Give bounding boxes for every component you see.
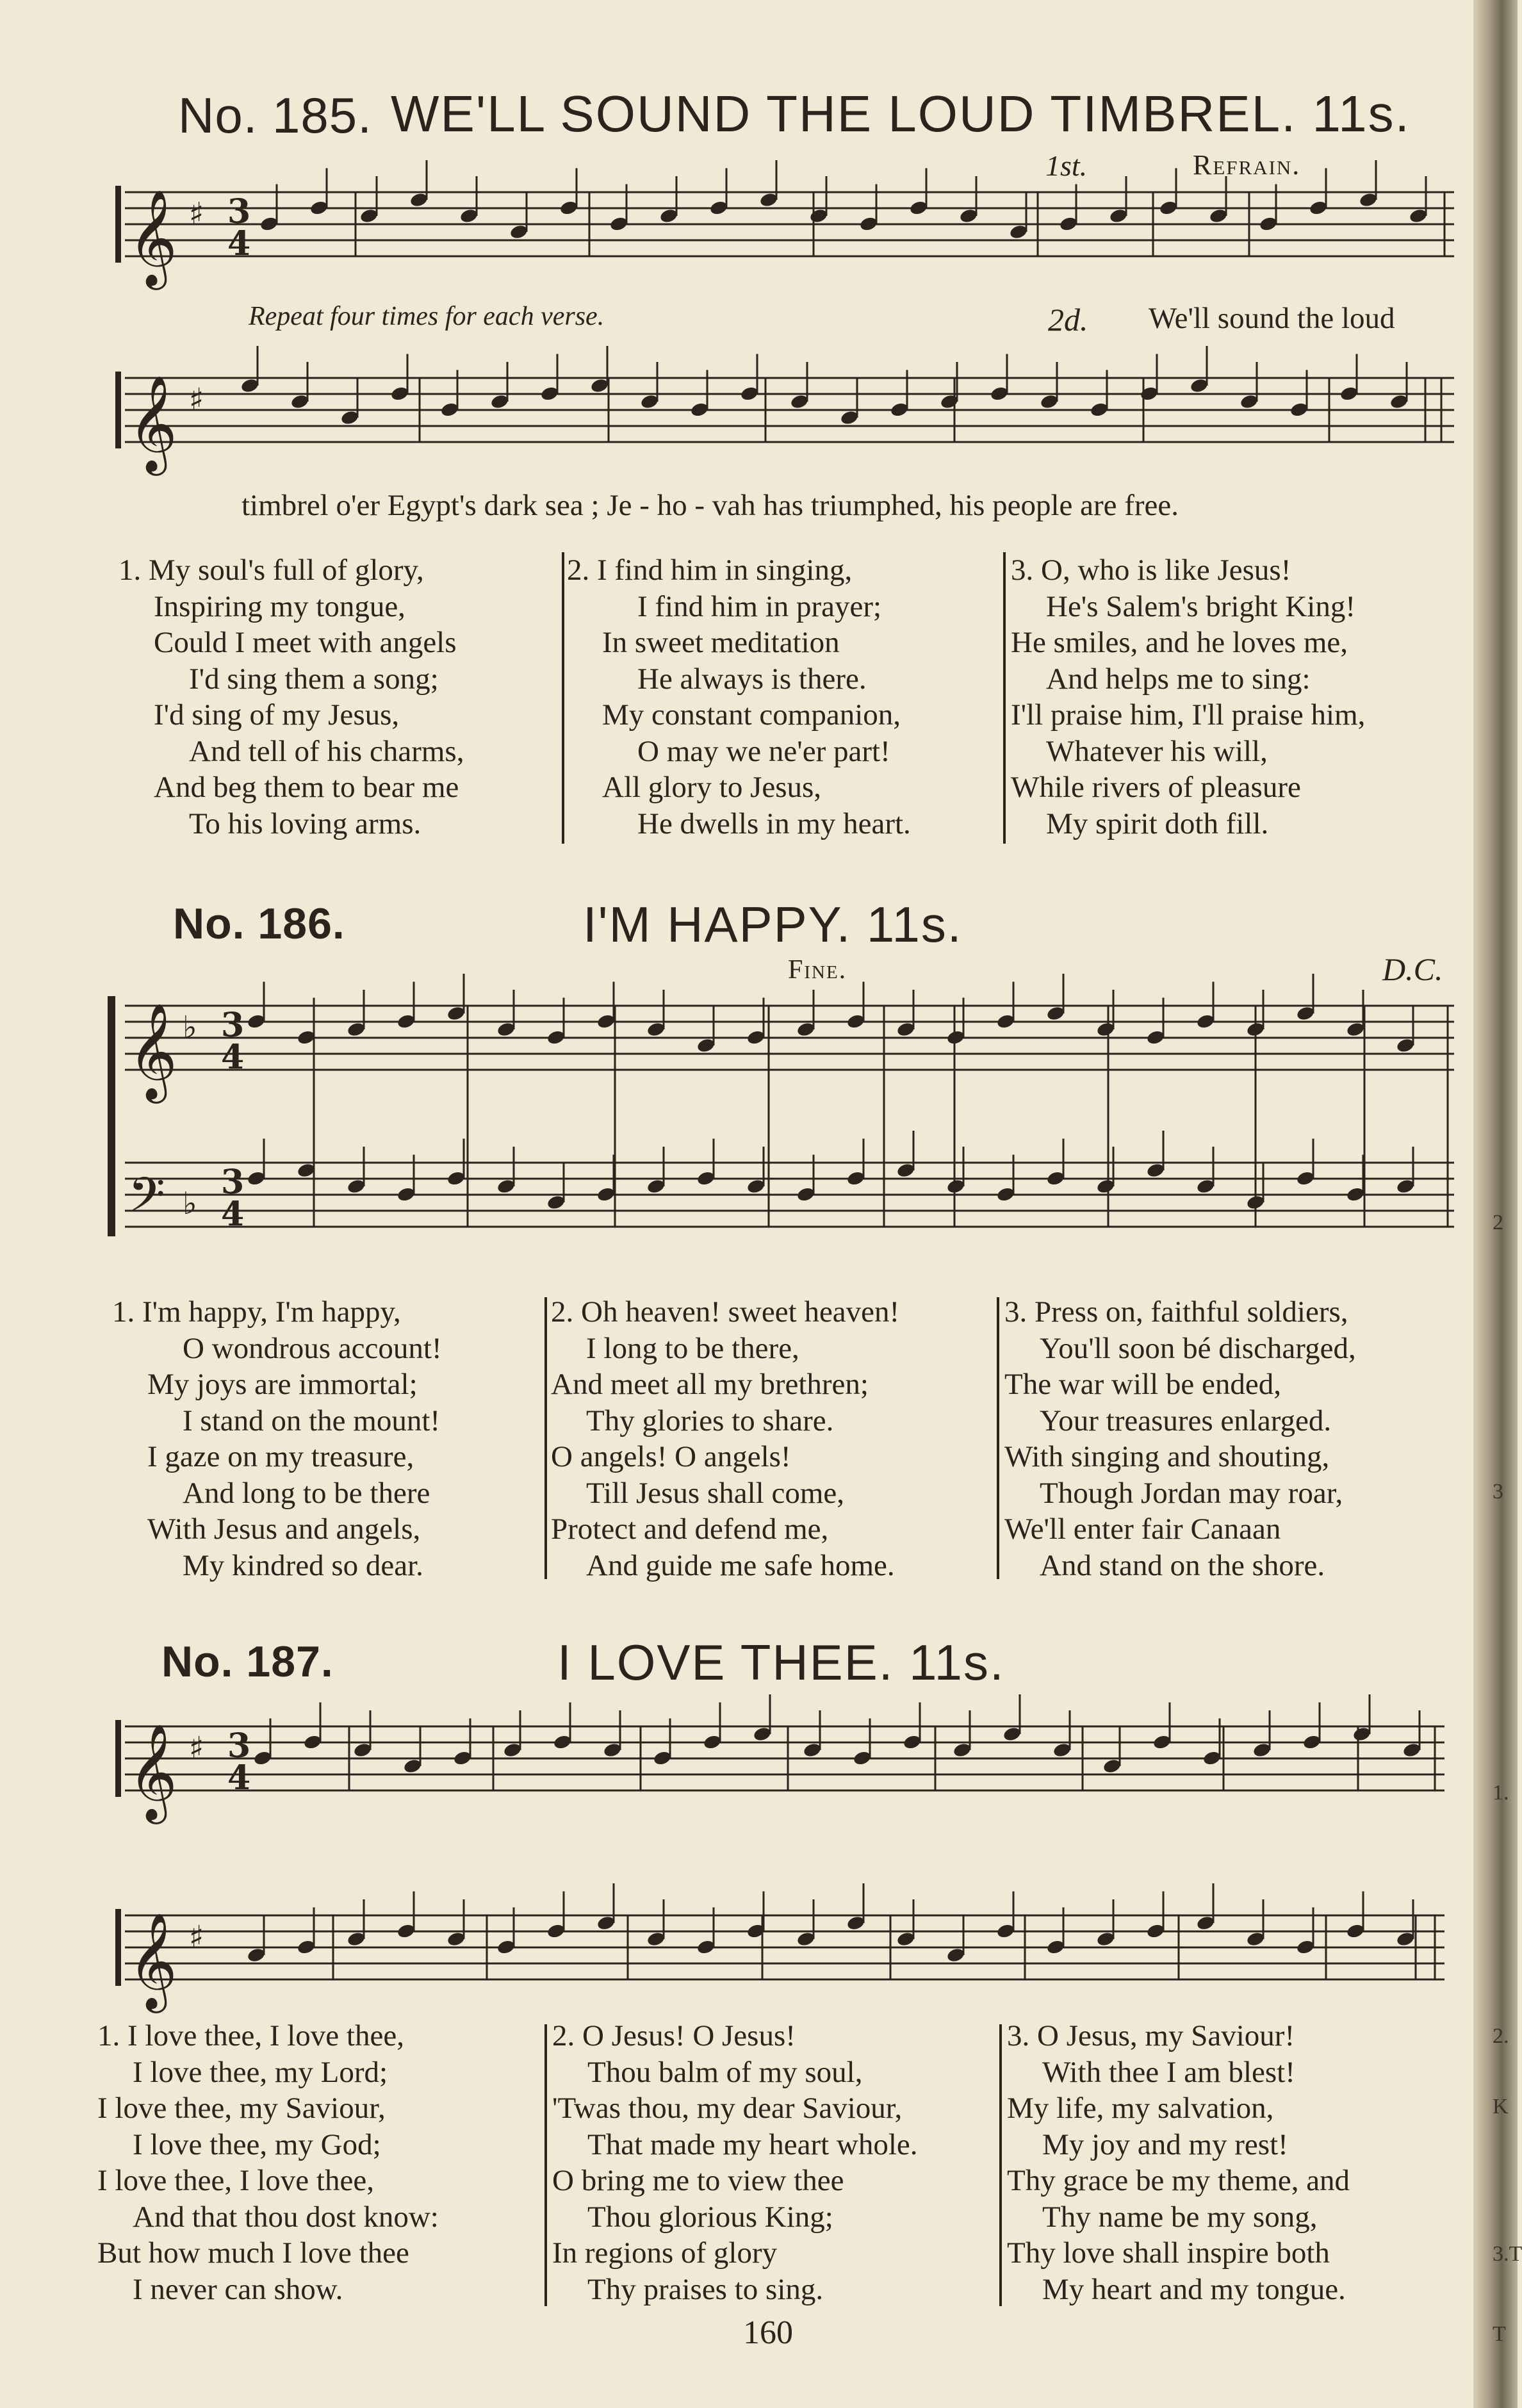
hymn-185-verse-2 [567,552,911,842]
column-divider [544,1297,547,1579]
repeat-note: Repeat four times for each verse. [249,302,605,331]
hymn-186-verse-1 [112,1294,442,1584]
svg-text:𝄞: 𝄞 [128,1723,177,1820]
verse-line: The war will be ended, [1004,1368,1281,1401]
hymn-185-verse-3 [1011,552,1365,842]
dc-mark: D.C. [1382,951,1443,987]
hymn-187-verse-3 [1007,2018,1350,2307]
refrain-lyric-line-2: timbrel o'er Egypt's dark sea ; Je - ho - vah has triumphed, his people are free. [241,489,1179,522]
verse-line: 1. I'm happy, I'm happy, [112,1295,401,1329]
verse-line: And tell of his charms, [189,734,464,768]
svg-text:♯: ♯ [189,196,204,232]
verse-line: 'Twas thou, my dear Saviour, [552,2092,903,2125]
verse-line: 3. Press on, faithful soldiers, [1004,1295,1348,1329]
verse-line: Thy grace be my theme, and [1007,2164,1350,2197]
verse-line: O wondrous account! [183,1331,442,1365]
verse-line: Inspiring my tongue, [154,589,405,623]
verse-line: He always is there. [637,662,867,696]
hymn-187-number: No. 187. [161,1637,334,1686]
verse-line: Though Jordan may roar, [1040,1476,1343,1510]
svg-text:3: 3 [227,192,251,231]
verse-line: I'll praise him, I'll praise him, [1011,698,1366,732]
verse-line: My joy and my rest! [1042,2127,1288,2161]
verse-line: 3. O, who is like Jesus! [1011,553,1291,587]
verse-line: My kindred so dear. [183,1548,423,1582]
verse-line: My constant companion, [602,698,901,732]
verse-line: I gaze on my treasure, [147,1440,414,1473]
svg-text:3: 3 [221,1006,245,1045]
svg-text:4: 4 [227,1758,251,1798]
hymn-186-verse-2 [551,1294,899,1584]
verse-line: 1. My soul's full of glory, [119,553,424,587]
verse-line: And helps me to sing: [1046,662,1311,696]
svg-text:4: 4 [221,1195,245,1234]
hymn-185-verse-1 [119,552,464,842]
svg-text:♭: ♭ [183,1186,197,1222]
svg-text:𝄞: 𝄞 [128,1912,177,2009]
second-ending-mark: 2d. [1048,302,1088,338]
verse-line: In sweet meditation [602,626,840,659]
verse-line: I'd sing of my Jesus, [154,698,400,732]
verse-line: In regions of glory [552,2236,778,2270]
svg-text:𝄢: 𝄢 [128,1167,165,1234]
staff-185-2 [125,378,1454,442]
verse-line: 2. I find him in singing, [567,553,853,587]
verse-line: My joys are immortal; [147,1368,418,1401]
verse-line: Whatever his will, [1046,734,1268,768]
verse-line: To his loving arms. [189,807,421,840]
verse-line: We'll enter fair Canaan [1004,1512,1281,1546]
verse-line: With thee I am blest! [1042,2055,1295,2089]
verse-line: 2. Oh heaven! sweet heaven! [551,1295,900,1329]
verse-line: Thy love shall inspire both [1007,2236,1330,2270]
verse-line: With singing and shouting, [1004,1440,1330,1473]
spine-mark: 3.T [1493,2242,1522,2266]
refrain-mark: Refrain. [1193,149,1301,181]
verse-line: I love thee, I love thee, [97,2164,374,2197]
staff-187-2 [125,1915,1444,1979]
verse-line: My spirit doth fill. [1046,807,1269,840]
spine-mark: 2. [1493,2024,1509,2048]
verse-line: And guide me safe home. [586,1548,895,1582]
verse-line: Protect and defend me, [551,1512,829,1546]
hymn-186-number: No. 186. [173,899,345,948]
verse-line: And beg them to bear me [154,771,459,804]
verse-line: I stand on the mount! [183,1404,441,1437]
svg-text:♯: ♯ [189,1919,204,1955]
staff-187-1 [125,1726,1444,1790]
verse-line: 3. O Jesus, my Saviour! [1007,2019,1295,2052]
verse-line: Thy name be my song, [1042,2200,1318,2234]
verse-line: I find him in prayer; [637,589,882,623]
verse-line: Your treasures enlarged. [1040,1404,1332,1437]
svg-text:4: 4 [227,224,251,263]
verse-line: My heart and my tongue. [1042,2272,1346,2306]
hymn-185-number: No. 185. [178,87,372,143]
verse-line: I never can show. [133,2272,343,2306]
verse-line: O bring me to view thee [552,2164,844,2197]
verse-line: I love thee, my Lord; [133,2055,388,2089]
hymn-186-title: I'M HAPPY. 11s. [583,896,963,953]
verse-line: He dwells in my heart. [637,807,911,840]
column-divider [997,1297,999,1579]
svg-text:3: 3 [221,1163,245,1202]
svg-text:♯: ♯ [189,382,204,418]
svg-text:𝄞: 𝄞 [128,374,177,471]
svg-text:♯: ♯ [189,1730,204,1766]
verse-line: I long to be there, [586,1331,799,1365]
verse-line: O angels! O angels! [551,1440,791,1473]
spine-mark: 3 [1493,1480,1503,1503]
spine-mark: 2 [1493,1211,1503,1234]
svg-text:4: 4 [221,1038,245,1077]
hymn-187-title: I LOVE THEE. 11s. [557,1634,1005,1691]
refrain-lyric-line-1: We'll sound the loud [1149,302,1395,335]
column-divider [999,2024,1002,2306]
verse-line: And that thou dost know: [133,2200,439,2234]
verse-line: Could I meet with angels [154,626,457,659]
first-ending-mark: 1st. [1045,149,1088,182]
spine-mark: T [1493,2322,1506,2346]
hymn-187-verse-1 [97,2018,439,2307]
verse-line: I'd sing them a song; [189,662,439,696]
verse-line: 1. I love thee, I love thee, [97,2019,404,2052]
hymn-187-verse-2 [552,2018,918,2307]
verse-line: I love thee, my God; [133,2127,381,2161]
staff-185-1 [125,192,1454,256]
verse-line: But how much I love thee [97,2236,409,2270]
verse-line: Till Jesus shall come, [586,1476,845,1510]
svg-text:♭: ♭ [183,1010,197,1045]
verse-line: You'll soon bé discharged, [1040,1331,1356,1365]
spine-mark: K [1493,2095,1509,2118]
verse-line: And long to be there [183,1476,430,1510]
column-divider [1003,552,1006,844]
svg-text:𝄞: 𝄞 [128,188,177,286]
column-divider [544,2024,547,2306]
spine-mark: 1. [1493,1781,1509,1805]
verse-line: With Jesus and angels, [147,1512,421,1546]
hymn-185-title: WE'LL SOUND THE LOUD TIMBREL. 11s. [391,85,1411,142]
verse-line: While rivers of pleasure [1011,771,1301,804]
page-number: 160 [743,2314,793,2351]
verse-line: I love thee, my Saviour, [97,2092,386,2125]
verse-line: He's Salem's bright King! [1046,589,1355,623]
verse-line: Thou balm of my soul, [587,2055,863,2089]
verse-line: And stand on the shore. [1040,1548,1325,1582]
fine-mark: Fine. [788,955,847,985]
verse-line: All glory to Jesus, [602,771,822,804]
verse-line: My life, my salvation, [1007,2092,1274,2125]
verse-line: He smiles, and he loves me, [1011,626,1348,659]
column-divider [562,552,564,844]
svg-text:3: 3 [227,1726,251,1765]
verse-line: That made my heart whole. [587,2127,918,2161]
verse-line: 2. O Jesus! O Jesus! [552,2019,796,2052]
verse-line: Thou glorious King; [587,2200,833,2234]
verse-line: Thy praises to sing. [587,2272,824,2306]
hymn-186-verse-3 [1004,1294,1356,1584]
verse-line: O may we ne'er part! [637,734,890,768]
verse-line: And meet all my brethren; [551,1368,869,1401]
svg-text:𝄞: 𝄞 [128,1002,177,1099]
verse-line: Thy glories to share. [586,1404,834,1437]
